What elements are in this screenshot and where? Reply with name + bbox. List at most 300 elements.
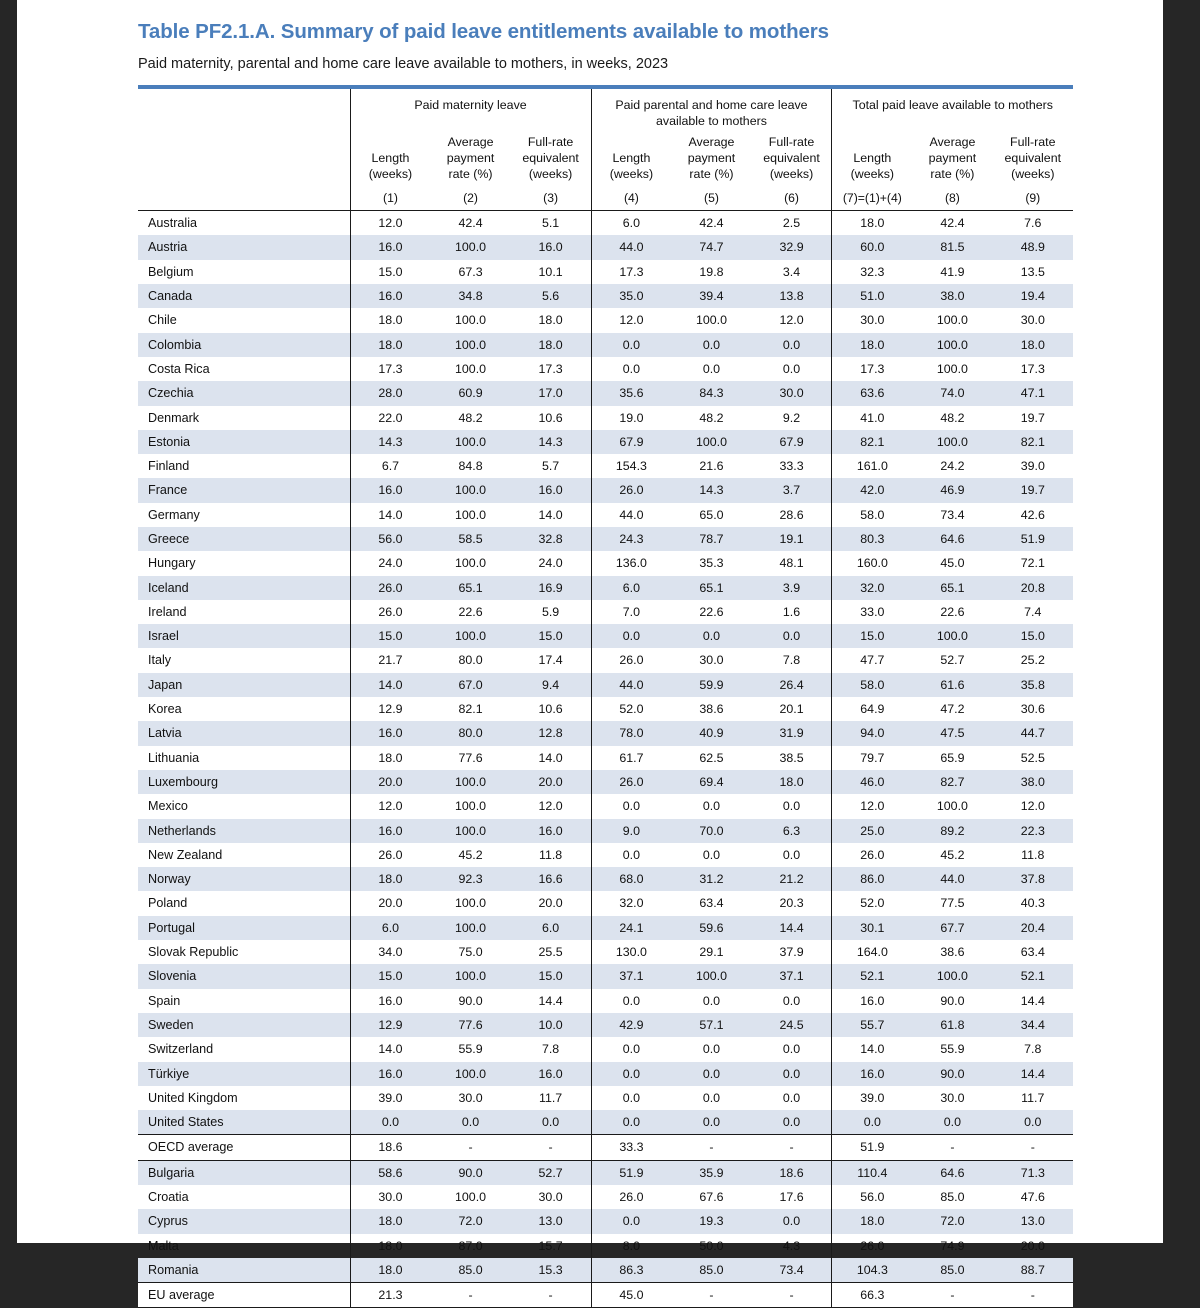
row-value-cell: 19.4 <box>993 284 1073 308</box>
document-page <box>17 0 1163 1303</box>
row-value-cell: 0.0 <box>912 1110 992 1135</box>
row-value-cell: 6.0 <box>591 576 671 600</box>
row-country-label: Czechia <box>138 381 350 405</box>
row-value-cell: 0.0 <box>702 993 721 1008</box>
row-value-cell: 0.0 <box>782 847 801 862</box>
row-value-cell: 89.2 <box>912 819 992 843</box>
row-value-cell: 14.4 <box>1020 993 1045 1008</box>
row-value-cell: 7.6 <box>1024 216 1042 231</box>
row-value-cell: 18.6 <box>350 1135 430 1160</box>
row-value-cell: 100.0 <box>671 964 751 988</box>
row-value-cell: 0.0 <box>752 1110 832 1135</box>
row-value-cell: 21.7 <box>350 648 430 672</box>
row-value-cell: 4.3 <box>782 1238 801 1253</box>
table-row <box>138 648 1073 672</box>
row-value-cell: 22.6 <box>699 604 724 619</box>
row-value-cell: 90.0 <box>912 1062 992 1086</box>
row-value-cell: 0.0 <box>752 1062 832 1086</box>
table-row <box>138 697 1073 721</box>
row-value-cell: 18.0 <box>350 308 430 332</box>
row-value-cell: 18.0 <box>832 333 912 357</box>
sub-header-line: equivalent <box>522 150 579 165</box>
row-value-cell: 9.4 <box>511 673 591 697</box>
row-value-cell: 84.3 <box>671 381 751 405</box>
row-value-cell: 5.9 <box>541 604 560 619</box>
row-country-label: Luxembourg <box>138 770 350 794</box>
row-value-cell: 72.0 <box>430 1209 510 1233</box>
row-value-cell: 87.0 <box>458 1238 483 1253</box>
row-value-cell: 0.0 <box>591 1062 671 1086</box>
row-value-cell: 13.0 <box>993 1209 1073 1233</box>
row-value-cell: 0.0 <box>591 1086 671 1110</box>
row-value-cell: 61.7 <box>591 746 671 770</box>
row-value-cell: 22.3 <box>993 819 1073 843</box>
row-value-cell: 20.4 <box>993 916 1073 940</box>
row-value-cell: 37.1 <box>591 964 671 988</box>
row-value-cell: 74.7 <box>671 235 751 259</box>
row-value-cell: 37.9 <box>779 945 804 960</box>
table-row <box>138 235 1073 259</box>
row-value-cell: - <box>671 1283 751 1308</box>
row-value-cell: 100.0 <box>455 799 487 814</box>
row-value-cell: 14.0 <box>832 1037 912 1061</box>
row-country-label: Mexico <box>148 799 188 814</box>
table-row <box>138 527 1073 551</box>
row-country-label: Slovenia <box>138 964 350 988</box>
sub-header-line: equivalent <box>763 150 820 165</box>
row-value-cell: 100.0 <box>430 916 510 940</box>
sub-header-par-length <box>591 134 671 185</box>
row-value-cell: 30.0 <box>1020 313 1045 328</box>
row-value-cell: 77.6 <box>430 1013 510 1037</box>
row-value-cell: 0.0 <box>702 847 721 862</box>
row-value-cell: 16.0 <box>350 989 430 1013</box>
row-value-cell: 0.0 <box>752 624 832 648</box>
row-value-cell: 52.7 <box>511 1160 591 1185</box>
row-value-cell: 59.6 <box>671 916 751 940</box>
row-value-cell: 16.0 <box>350 819 430 843</box>
row-value-cell: 15.0 <box>350 624 430 648</box>
row-value-cell: 100.0 <box>430 770 510 794</box>
row-value-cell: 19.0 <box>591 406 671 430</box>
row-value-cell: 18.6 <box>752 1160 832 1185</box>
row-value-cell: 69.4 <box>671 770 751 794</box>
row-value-cell: 25.5 <box>538 945 563 960</box>
sub-header-tot-length <box>832 134 912 185</box>
row-value-cell: 15.0 <box>350 260 430 284</box>
row-value-cell: 12.0 <box>350 211 430 236</box>
row-value-cell: 73.4 <box>752 1258 832 1283</box>
sub-header-line: (weeks) <box>368 167 413 181</box>
table-row <box>138 1110 1073 1135</box>
row-country-label: Croatia <box>148 1190 189 1204</box>
row-value-cell: 51.9 <box>832 1135 912 1160</box>
row-value-cell: 15.3 <box>511 1258 591 1283</box>
table-row <box>138 1013 1073 1037</box>
row-value-cell: 64.9 <box>832 697 912 721</box>
row-value-cell: 47.6 <box>1020 1190 1045 1204</box>
sub-header-line: (weeks) <box>769 167 814 181</box>
row-value-cell: 100.0 <box>430 430 510 454</box>
row-value-cell: 34.0 <box>350 940 430 964</box>
sub-header-line: Length <box>612 150 651 165</box>
table-row-eu-average <box>138 1283 1073 1308</box>
row-value-cell: - <box>430 1283 510 1308</box>
row-value-cell: 0.0 <box>993 1110 1073 1135</box>
row-value-cell: 67.9 <box>591 430 671 454</box>
sub-header-line: Full-rate <box>1010 134 1056 149</box>
row-value-cell: 64.6 <box>912 1160 992 1185</box>
row-value-cell: 35.3 <box>699 556 724 571</box>
sub-header-tot-rate <box>912 134 992 185</box>
row-country-label: Finland <box>148 459 190 474</box>
row-value-cell: 100.0 <box>430 624 510 648</box>
table-row <box>138 989 1073 1013</box>
row-value-cell: 82.1 <box>458 702 483 717</box>
row-value-cell: 44.0 <box>591 235 671 259</box>
row-value-cell: 16.0 <box>511 478 591 502</box>
col-num-blank <box>138 185 350 211</box>
row-value-cell: 12.0 <box>350 794 430 818</box>
row-value-cell: 15.0 <box>993 624 1073 648</box>
row-value-cell: 68.0 <box>591 867 671 891</box>
row-value-cell: 0.0 <box>591 624 671 648</box>
table-row <box>138 794 1073 818</box>
sub-header-line: rate (%) <box>689 167 734 181</box>
col-num-6: (6) <box>752 185 832 211</box>
row-value-cell: 15.0 <box>511 964 591 988</box>
row-country-label: Colombia <box>138 333 350 357</box>
row-value-cell: 7.8 <box>541 1042 560 1057</box>
row-value-cell: 67.9 <box>752 430 832 454</box>
row-value-cell: 19.1 <box>752 527 832 551</box>
row-value-cell: 47.7 <box>832 648 912 672</box>
row-value-cell: 48.9 <box>993 235 1073 259</box>
row-value-cell: 46.0 <box>832 770 912 794</box>
row-country-label: Belgium <box>148 264 194 279</box>
sub-header-line: rate (%) <box>448 167 493 181</box>
row-value-cell: 19.7 <box>993 478 1073 502</box>
row-value-cell: 136.0 <box>591 551 671 575</box>
row-value-cell: 6.3 <box>752 819 832 843</box>
row-value-cell: 48.2 <box>940 410 965 425</box>
row-value-cell: 12.8 <box>511 721 591 745</box>
row-value-cell: 28.6 <box>779 507 804 522</box>
group-header-row <box>138 87 1073 134</box>
col-num-4: (4) <box>591 185 671 211</box>
sub-header-row <box>138 134 1073 185</box>
row-value-cell: 16.0 <box>350 1062 430 1086</box>
row-value-cell: 5.6 <box>511 284 591 308</box>
row-value-cell: 21.3 <box>350 1283 430 1308</box>
row-value-cell: 77.5 <box>940 896 965 911</box>
col-num-1: (1) <box>350 185 430 211</box>
row-value-cell: 72.0 <box>912 1209 992 1233</box>
row-value-cell: 20.0 <box>538 896 563 911</box>
row-value-cell: 14.3 <box>671 478 751 502</box>
row-value-cell: 17.3 <box>1020 361 1045 376</box>
row-value-cell: 35.8 <box>993 673 1073 697</box>
row-value-cell: 38.0 <box>912 284 992 308</box>
table-row <box>138 1258 1073 1283</box>
row-country-label: Canada <box>138 284 350 308</box>
table-row <box>138 1062 1073 1086</box>
table-body <box>138 211 1073 1308</box>
row-value-cell: 52.7 <box>940 653 965 668</box>
row-value-cell: 57.1 <box>671 1013 751 1037</box>
row-value-cell: 7.8 <box>1024 1042 1042 1057</box>
row-value-cell: 26.0 <box>591 648 671 672</box>
row-value-cell: - <box>752 1283 832 1308</box>
row-value-cell: 38.6 <box>699 702 724 717</box>
row-value-cell: 60.0 <box>832 235 912 259</box>
row-value-cell: 12.0 <box>1020 799 1045 814</box>
row-value-cell: 18.0 <box>832 211 912 236</box>
row-value-cell: 100.0 <box>912 964 992 988</box>
paid-leave-table <box>138 85 1073 1308</box>
row-value-cell: 81.5 <box>912 235 992 259</box>
row-value-cell: 65.9 <box>940 750 965 765</box>
row-value-cell: 3.4 <box>782 264 801 279</box>
row-value-cell: 90.0 <box>458 993 483 1008</box>
table-row <box>138 211 1073 236</box>
row-value-cell: 100.0 <box>695 313 727 328</box>
row-value-cell: 32.0 <box>832 576 912 600</box>
sub-header-line: (weeks) <box>609 167 654 181</box>
table-row <box>138 381 1073 405</box>
row-country-label: Poland <box>148 896 188 911</box>
row-value-cell: 30.0 <box>699 653 724 668</box>
row-value-cell: 90.0 <box>940 993 965 1008</box>
document-body <box>138 0 1073 1308</box>
row-value-cell: 14.0 <box>538 750 563 765</box>
row-value-cell: 5.7 <box>541 459 560 474</box>
row-value-cell: 24.1 <box>591 916 671 940</box>
row-country-label: United Kingdom <box>148 1090 238 1105</box>
row-value-cell: 2.5 <box>782 216 801 231</box>
row-value-cell: 42.4 <box>699 216 724 231</box>
row-value-cell: 84.8 <box>458 459 483 474</box>
row-value-cell: 78.0 <box>591 721 671 745</box>
row-value-cell: 16.0 <box>511 1062 591 1086</box>
row-value-cell: 13.5 <box>1020 264 1045 279</box>
row-country-label: Cyprus <box>138 1209 350 1233</box>
row-value-cell: 14.4 <box>538 993 563 1008</box>
row-country-label: Iceland <box>138 576 350 600</box>
table-row <box>138 624 1073 648</box>
row-value-cell: 31.2 <box>671 867 751 891</box>
row-value-cell: - <box>511 1135 591 1160</box>
row-country-label: Hungary <box>148 556 196 571</box>
row-value-cell: 16.0 <box>350 284 430 308</box>
row-value-cell: 9.0 <box>591 819 671 843</box>
table-row <box>138 600 1073 624</box>
col-num-5: (5) <box>671 185 751 211</box>
row-value-cell: 52.0 <box>832 891 912 915</box>
row-value-cell: 14.0 <box>538 507 563 522</box>
row-value-cell: 42.4 <box>940 216 965 231</box>
row-value-cell: 17.3 <box>832 357 912 381</box>
row-value-cell: 16.9 <box>511 576 591 600</box>
row-value-cell: 58.0 <box>832 673 912 697</box>
row-country-label: Australia <box>148 216 197 231</box>
row-value-cell: 32.9 <box>752 235 832 259</box>
row-value-cell: 70.0 <box>671 819 751 843</box>
row-country-label: EU average <box>138 1283 350 1308</box>
row-value-cell: 16.0 <box>350 721 430 745</box>
row-value-cell: 0.0 <box>782 799 801 814</box>
row-value-cell: 18.0 <box>538 313 563 328</box>
row-value-cell: 21.6 <box>699 459 724 474</box>
row-value-cell: 47.2 <box>940 702 965 717</box>
row-value-cell: 11.8 <box>1021 847 1045 862</box>
row-value-cell: 11.8 <box>538 847 563 862</box>
table-head <box>138 87 1073 211</box>
row-value-cell: - <box>752 1135 832 1160</box>
sub-header-line: equivalent <box>1004 150 1062 165</box>
row-value-cell: - <box>993 1283 1073 1308</box>
row-value-cell: 18.0 <box>350 1209 430 1233</box>
table-row <box>138 308 1073 332</box>
row-value-cell: 37.1 <box>752 964 832 988</box>
row-value-cell: 14.3 <box>350 430 430 454</box>
table-row <box>138 260 1073 284</box>
row-value-cell: 25.2 <box>1020 653 1045 668</box>
sub-header-line: (weeks) <box>1011 167 1055 181</box>
group-header-parental: Paid parental and home care leave available to mothers <box>591 87 832 134</box>
row-value-cell: 88.7 <box>993 1258 1073 1283</box>
row-value-cell: 12.0 <box>779 313 804 328</box>
row-country-label: Austria <box>138 235 350 259</box>
row-country-label: New Zealand <box>148 847 223 862</box>
row-value-cell: 0.0 <box>671 333 751 357</box>
row-value-cell: 73.4 <box>940 507 965 522</box>
row-value-cell: 61.8 <box>912 1013 992 1037</box>
row-value-cell: 52.1 <box>993 964 1073 988</box>
row-value-cell: 48.2 <box>458 410 483 425</box>
row-value-cell: 18.0 <box>350 867 430 891</box>
row-value-cell: 161.0 <box>832 454 912 478</box>
row-value-cell: 100.0 <box>912 430 992 454</box>
row-value-cell: 86.0 <box>832 867 912 891</box>
row-value-cell: 13.8 <box>752 284 832 308</box>
row-value-cell: 0.0 <box>350 1110 430 1135</box>
row-value-cell: 26.0 <box>350 600 430 624</box>
table-row <box>138 454 1073 478</box>
row-value-cell: 66.3 <box>832 1283 912 1308</box>
page-subtitle: Paid maternity, parental and home care leave available to mothers, in weeks, 2023 <box>138 56 669 72</box>
row-value-cell: 32.3 <box>832 260 912 284</box>
row-value-cell: 104.3 <box>832 1258 912 1283</box>
row-value-cell: 56.0 <box>350 527 430 551</box>
row-value-cell: 7.0 <box>591 600 671 624</box>
row-value-cell: 63.4 <box>699 896 724 911</box>
row-value-cell: 34.4 <box>993 1013 1073 1037</box>
row-value-cell: 20.0 <box>1020 1238 1045 1253</box>
page-sheet <box>17 0 1073 1303</box>
sub-header-line: Length <box>853 150 892 165</box>
row-value-cell: 62.5 <box>699 750 724 765</box>
row-value-cell: 100.0 <box>455 1190 487 1204</box>
row-value-cell: 39.0 <box>1020 459 1045 474</box>
row-value-cell: 17.6 <box>779 1190 804 1204</box>
table-row <box>138 1185 1073 1209</box>
row-value-cell: 33.0 <box>832 600 912 624</box>
row-value-cell: 51.0 <box>832 284 912 308</box>
row-value-cell: 18.0 <box>832 1209 912 1233</box>
row-value-cell: 0.0 <box>752 1209 832 1233</box>
row-value-cell: 0.0 <box>702 1090 721 1105</box>
row-value-cell: 6.7 <box>350 454 430 478</box>
sub-header-line: Full-rate <box>768 134 815 149</box>
table-row <box>138 430 1073 454</box>
row-value-cell: - <box>671 1135 751 1160</box>
row-value-cell: 72.1 <box>1020 556 1045 571</box>
row-value-cell: 100.0 <box>455 361 487 376</box>
col-num-3: (3) <box>511 185 591 211</box>
table-row <box>138 770 1073 794</box>
row-country-label: Denmark <box>148 410 200 425</box>
row-value-cell: 0.0 <box>591 843 671 867</box>
row-value-cell: 0.0 <box>430 1110 510 1135</box>
row-value-cell: 14.0 <box>350 673 430 697</box>
row-value-cell: 154.3 <box>591 454 671 478</box>
table-row <box>138 478 1073 502</box>
column-number-row <box>138 185 1073 211</box>
row-value-cell: 17.3 <box>591 260 671 284</box>
row-value-cell: 39.0 <box>350 1086 430 1110</box>
row-country-label: Norway <box>138 867 350 891</box>
sub-header-line: payment <box>687 150 736 165</box>
row-value-cell: 18.0 <box>993 333 1073 357</box>
row-value-cell: 55.7 <box>832 1013 912 1037</box>
row-country-label: Japan <box>138 673 350 697</box>
row-value-cell: 100.0 <box>430 964 510 988</box>
row-value-cell: 41.0 <box>832 406 912 430</box>
table-row <box>138 1086 1073 1110</box>
group-header-maternity: Paid maternity leave <box>350 87 591 134</box>
row-value-cell: 51.9 <box>591 1160 671 1185</box>
row-value-cell: 29.1 <box>699 945 724 960</box>
row-value-cell: 0.0 <box>591 989 671 1013</box>
sub-header-tot-fre <box>993 134 1073 185</box>
row-value-cell: - <box>993 1135 1073 1160</box>
row-value-cell: 0.0 <box>591 357 671 381</box>
row-value-cell: 39.0 <box>832 1086 912 1110</box>
sub-header-line: Average <box>447 134 494 149</box>
row-value-cell: 30.0 <box>752 381 832 405</box>
row-value-cell: 90.0 <box>430 1160 510 1185</box>
row-value-cell: 14.4 <box>752 916 832 940</box>
row-value-cell: 44.0 <box>912 867 992 891</box>
row-value-cell: 20.0 <box>350 770 430 794</box>
row-value-cell: 18.0 <box>350 1234 430 1258</box>
row-country-label: Bulgaria <box>138 1160 350 1185</box>
row-value-cell: 85.0 <box>671 1258 751 1283</box>
row-value-cell: 63.6 <box>832 381 912 405</box>
row-value-cell: 42.6 <box>1020 507 1045 522</box>
row-value-cell: 48.2 <box>699 410 724 425</box>
row-value-cell: 15.0 <box>832 624 912 648</box>
row-value-cell: 110.4 <box>832 1160 912 1185</box>
table-row <box>138 891 1073 915</box>
row-value-cell: 30.0 <box>458 1090 483 1105</box>
table-row <box>138 1037 1073 1061</box>
row-value-cell: 30.6 <box>1020 702 1045 717</box>
row-value-cell: 14.3 <box>511 430 591 454</box>
table-row-oecd-average <box>138 1135 1073 1160</box>
row-value-cell: 82.1 <box>993 430 1073 454</box>
